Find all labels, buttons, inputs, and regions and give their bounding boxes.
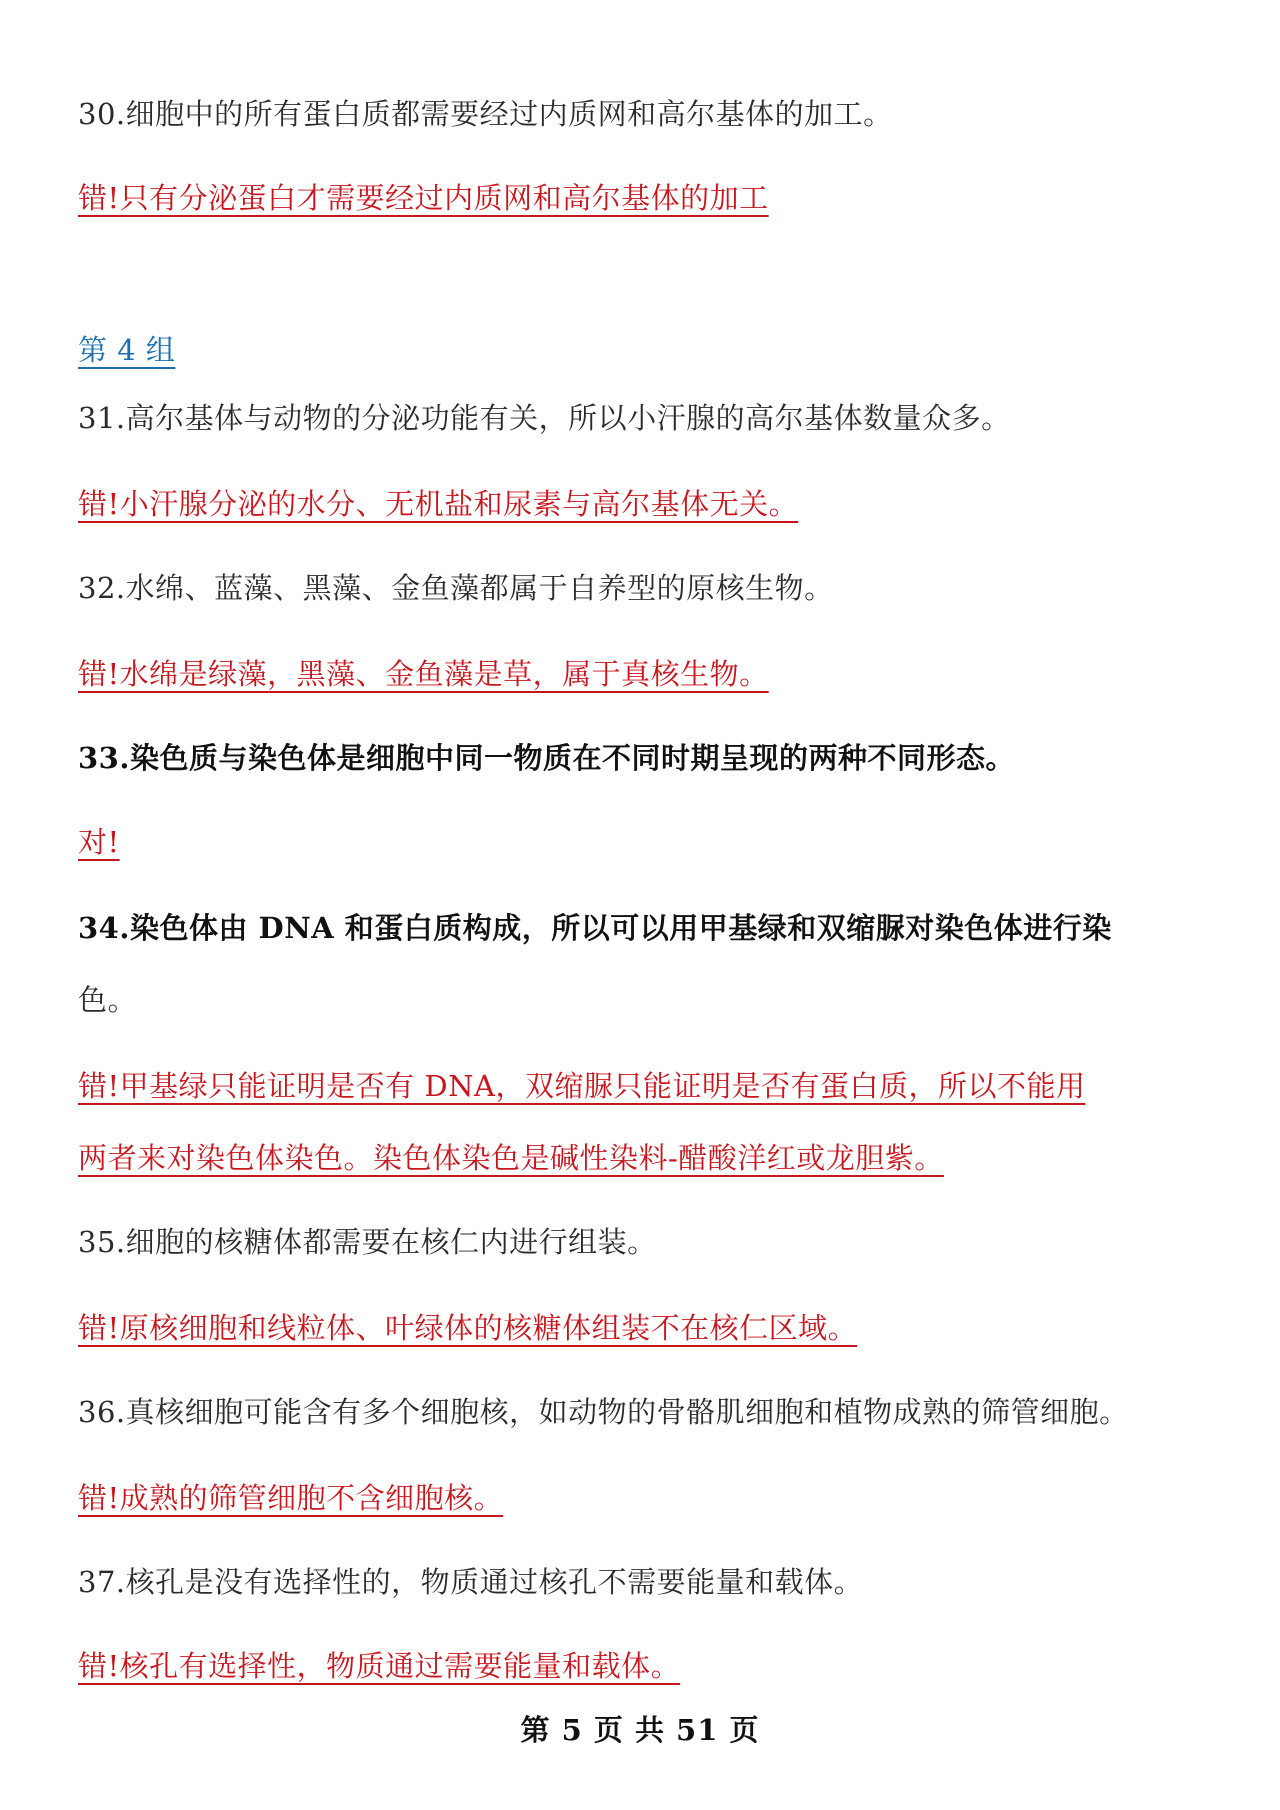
- answer-30: 错!只有分泌蛋白才需要经过内质网和高尔基体的加工: [78, 181, 769, 215]
- answer-37: 错!核孔有选择性，物质通过需要能量和载体。: [78, 1649, 681, 1683]
- question-33: 33.染色质与染色体是细胞中同一物质在不同时期呈现的两种不同形态。: [78, 741, 1015, 775]
- answer-34-line-1: 错!甲基绿只能证明是否有 DNA，双缩脲只能证明是否有蛋白质，所以不能用: [78, 1069, 1086, 1103]
- question-31: 31.高尔基体与动物的分泌功能有关，所以小汗腺的高尔基体数量众多。: [78, 401, 1011, 435]
- answer-34-line-2: 两者来对染色体染色。染色体染色是碱性染料-醋酸洋红或龙胆紫。: [78, 1141, 944, 1175]
- answer-36: 错!成熟的筛管细胞不含细胞核。: [78, 1481, 504, 1515]
- question-35: 35.细胞的核糖体都需要在核仁内进行组装。: [78, 1225, 657, 1259]
- answer-31: 错!小汗腺分泌的水分、无机盐和尿素与高尔基体无关。: [78, 487, 799, 521]
- question-34-line-1: 34.染色体由 DNA 和蛋白质构成，所以可以用甲基绿和双缩脲对染色体进行染: [78, 911, 1112, 945]
- answer-32: 错!水绵是绿藻，黑藻、金鱼藻是草，属于真核生物。: [78, 657, 769, 691]
- answer-35: 错!原核细胞和线粒体、叶绿体的核糖体组装不在核仁区域。: [78, 1311, 858, 1345]
- answer-33: 对!: [78, 825, 120, 859]
- page-number-footer: 第 5 页 共 51 页: [520, 1713, 760, 1747]
- question-30: 30.细胞中的所有蛋白质都需要经过内质网和高尔基体的加工。: [78, 97, 893, 131]
- question-32: 32.水绵、蓝藻、黑藻、金鱼藻都属于自养型的原核生物。: [78, 571, 834, 605]
- question-36: 36.真核细胞可能含有多个细胞核，如动物的骨骼肌细胞和植物成熟的筛管细胞。: [78, 1395, 1129, 1429]
- question-34-line-2: 色。: [78, 983, 138, 1017]
- group-title[interactable]: 第 4 组: [78, 333, 176, 367]
- question-37: 37.核孔是没有选择性的，物质通过核孔不需要能量和载体。: [78, 1565, 864, 1599]
